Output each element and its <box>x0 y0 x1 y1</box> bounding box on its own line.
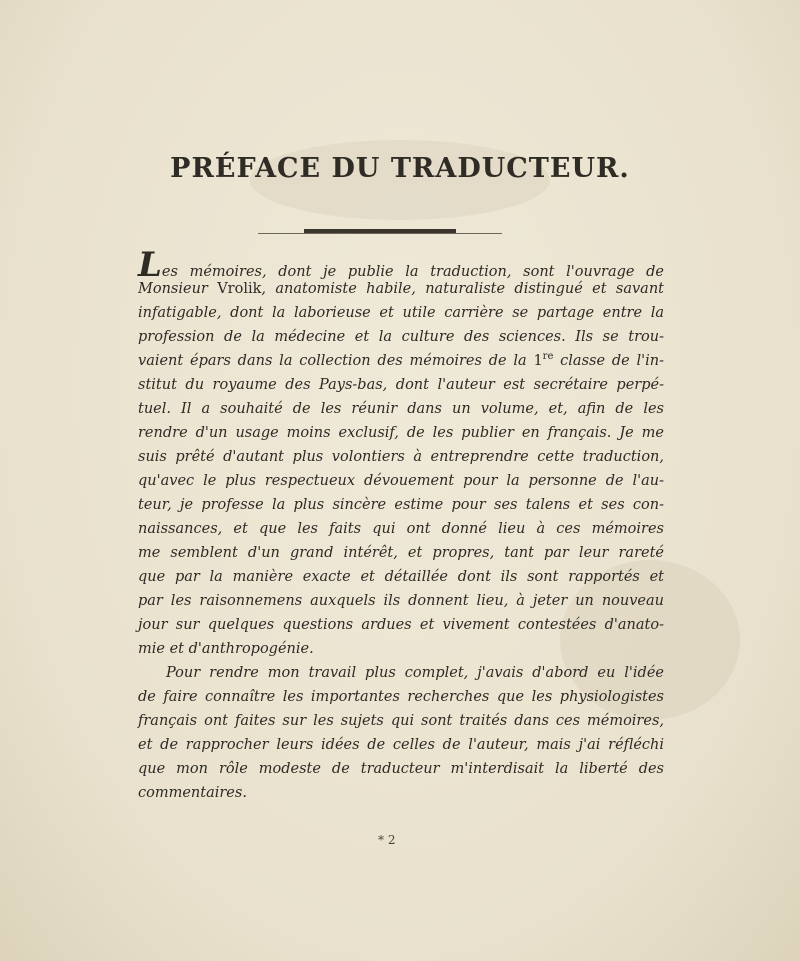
text-run: que mon rôle modeste de traducteur m'interdisait la liberté des <box>138 761 664 777</box>
text-line <box>138 541 664 565</box>
text-line <box>138 325 664 349</box>
text-line <box>138 661 664 685</box>
text-line <box>138 685 664 709</box>
text-line <box>138 493 664 517</box>
text-run: commentaires. <box>138 785 247 801</box>
page-title: PRÉFACE DU TRADUCTEUR. <box>170 153 630 184</box>
text-run: 1 <box>533 353 543 369</box>
text-line <box>138 781 664 805</box>
text-line <box>138 565 664 589</box>
paragraph-1 <box>138 245 664 661</box>
text-line <box>138 637 664 661</box>
text-run: tuel. Il a souhaité de les réunir dans un volume, et, afin de les <box>138 401 664 417</box>
text-run: suis prêté d'autant plus volontiers à entreprendre cette traduction, <box>138 449 664 465</box>
text-run: qu'avec le plus respectueux dévouement pour la personne de l'au- <box>138 473 664 489</box>
text-run: naissances, et que les faits qui ont donné lieu à ces mémoires <box>138 521 664 537</box>
text-line <box>138 709 664 733</box>
text-run: stitut du royaume des Pays-bas, dont l'auteur est secrétaire perpé- <box>138 377 664 393</box>
drop-cap: L <box>138 245 162 285</box>
text-line <box>138 469 664 493</box>
text-run: de faire connaître les importantes recherches que les physiologistes <box>138 689 664 705</box>
text-run: profession de la médecine et la culture des sciences. Ils se trou- <box>138 329 664 345</box>
text-line <box>138 517 664 541</box>
title-rule-thick <box>304 229 456 233</box>
text-line <box>138 733 664 757</box>
text-line <box>138 301 664 325</box>
text-line <box>138 421 664 445</box>
text-line <box>138 445 664 469</box>
text-run: Pour rendre mon travail plus complet, j'avais d'abord eu l'idée <box>166 665 664 681</box>
text-line <box>138 397 664 421</box>
text-run: me semblent d'un grand intérêt, et propres, tant par leur rareté <box>138 545 664 561</box>
text-run: et de rapprocher leurs idées de celles de l'auteur, mais j'ai réfléchi <box>138 737 664 753</box>
paragraph-2 <box>138 661 664 805</box>
preface-body <box>138 245 664 805</box>
title-rule-thin <box>258 233 502 234</box>
text-line <box>138 613 664 637</box>
text-line <box>138 349 664 373</box>
text-run: français ont faites sur les sujets qui sont traités dans ces mémoires, <box>138 713 664 729</box>
text-run: es mémoires, dont je publie la traduction, sont l'ouvrage de <box>161 264 664 280</box>
text-run: re <box>542 351 554 363</box>
text-run: par les raisonnemens auxquels ils donnent lieu, à jeter un nouveau <box>138 593 664 609</box>
text-run: jour sur quelques questions ardues et vivement contestées d'anato- <box>138 617 664 633</box>
text-run: infatigable, dont la laborieuse et utile carrière se partage entre la <box>138 305 664 321</box>
text-line <box>138 757 664 781</box>
text-run: Monsieur <box>138 281 218 297</box>
text-run: mie et d'anthropogénie. <box>138 641 314 657</box>
text-run: Vrolik <box>217 281 262 297</box>
text-run: teur, je professe la plus sincère estime pour ses talens et ses con- <box>138 497 664 513</box>
text-run: vaient épars dans la collection des mémoires de la <box>138 353 534 369</box>
text-run: , anatomiste habile, naturaliste distingué et savant <box>261 281 664 297</box>
signature-mark: * 2 <box>378 833 396 847</box>
text-run: classe de l'in- <box>553 353 664 369</box>
text-run: rendre d'un usage moins exclusif, de les publier en français. Je me <box>138 425 664 441</box>
text-line <box>138 245 664 285</box>
text-line <box>138 373 664 397</box>
text-line <box>138 277 664 301</box>
text-run: que par la manière exacte et détaillée dont ils sont rapportés et <box>138 569 664 585</box>
text-line <box>138 589 664 613</box>
